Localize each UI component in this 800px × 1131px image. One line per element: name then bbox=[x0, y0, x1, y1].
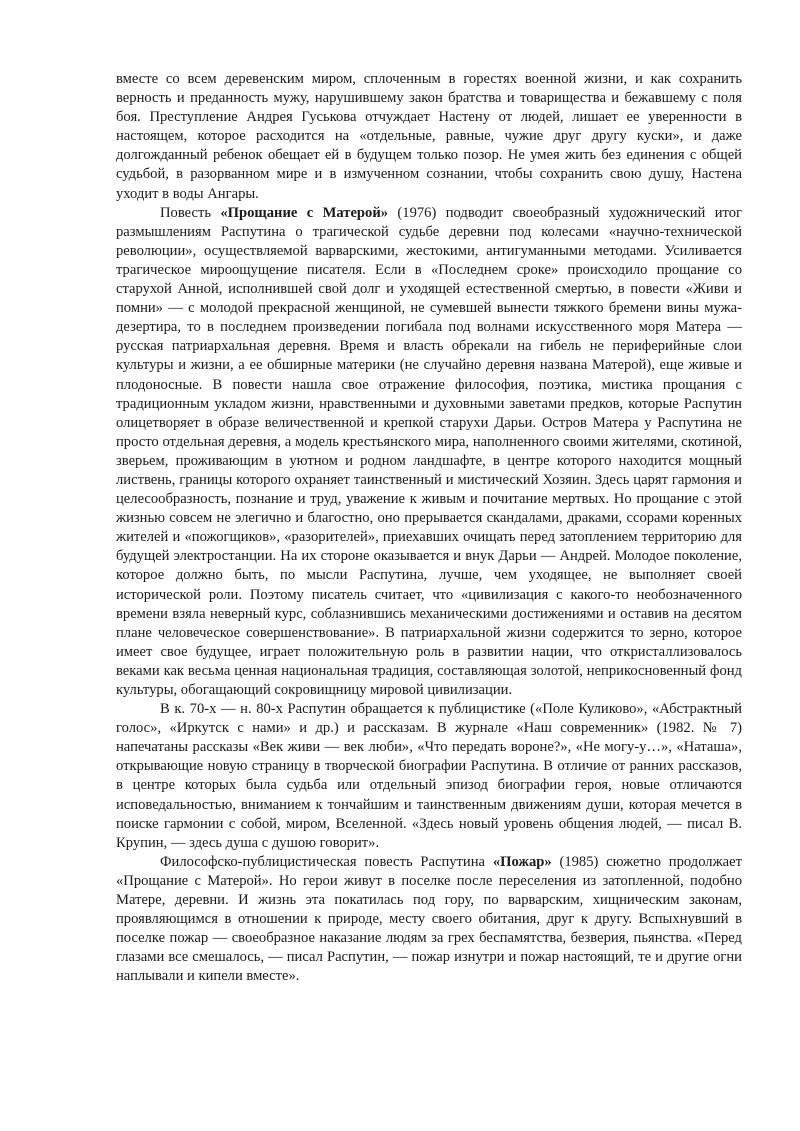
paragraph-3 bbox=[116, 700, 742, 853]
paragraph-1-text: вместе со всем деревенским миром, сплоченным в горестях военной жизни, и как сохранить верность и преданность мужу, нарушившему закон братства и товарищества и бежавшему с поля боя. Преступление Андрея Гуськова отчуждает Настену от людей, лишает ее уверенности в настоящем, которое расходится на «отдельные, равные, чужие друг другу куски», и даже долгожданный ребенок обещает ей в будущем только позор. Не умея жить без единения с общей судьбой, в разорванном мире и в измученном сознании, чтобы сохранить свою душу, Настена уходит в воды Ангары. bbox=[116, 71, 742, 202]
paragraph-1 bbox=[116, 70, 742, 204]
paragraph-4 bbox=[116, 853, 742, 987]
paragraph-4-text-a: Философско-публицистическая повесть Распутина bbox=[160, 853, 493, 870]
title-pozhar: «Пожар» bbox=[492, 853, 552, 870]
paragraph-2-text-b: (1976) подводит своеобразный художнический итог размышлениям Распутина о трагической судьбе деревни под колесами «научно-технической революции», осуществляемой варварскими, жестокими, антигуманными методами. Усиливается трагическое мироощущение писателя. Если в «Последнем сроке» происходило прощание со старухой Анной, исполнившей свой долг и уходящей естественной смертью, в повести «Живи и помни» — с молодой прекрасной женщиной, не сумевшей вынести тяжкого бремени вины мужа-дезертира, то в последнем произведении погибала под волнами искусственного моря Матера — русская патриархальная деревня. Время и власть обрекали на гибель не периферийные слои культуры и жизни, а ее обширные материки (не случайно деревня названа Матерой), еще живые и плодоносные. В повести нашла свое отражение философия, поэтика, мистика прощания с традиционным укладом жизни, нравственными и духовными заветами предков, которые Распутин олицетворяет в образе величественной и крепкой старухи Дарьи. Остров Матера у Распутина не просто отдельная деревня, а модель крестьянского мира, наполненного своими жителями, скотиной, зверьем, проживающим в уютном и родном ландшафте, в центре которого находится мощный листвень, границы которого охраняет таинственный и мистический Хозяин. Здесь царят гармония и целесообразность, познание и труд, уважение к живым и почитание мертвых. Но прощание с этой жизнью совсем не элегично и благостно, оно прерывается скандалами, драками, ссорами коренных жителей и «пожогщиков», «разорителей», приехавших очищать перед затоплением территорию для будущей электростанции. На их стороне оказывается и внук Дарьи — Андрей. Молодое поколение, которое должно быть, по мысли Распутина, лучше, чем уходящее, не выполняет своей исторической роли. Поэтому писатель считает, что «цивилизация с какого-то необозначенного времени взяла неверный курс, соблазнившись механическими достижениями и оставив на десятом плане человеческое совершенствование». В патриархальной жизни содержится то зерно, которое имеет свое будущее, играет положительную роль в развитии нации, что откристаллизовалось веками как весьма ценная национальная традиция, составляющая золотой, неприкосновенный фонд культуры, обогащающий сокровищницу мировой цивилизации. bbox=[116, 204, 742, 698]
paragraph-2-text-a: Повесть bbox=[160, 204, 221, 221]
paragraph-2 bbox=[116, 204, 742, 700]
paragraph-4-text-b: (1985) сюжетно продолжает «Прощание с Матерой». Но герои живут в поселке после переселения из затопленной, подобно Матере, деревни. И жизнь эта покатилась под гору, по варварским, хищническим законам, проявляющимся в отношении к природе, месту своего обитания, друг к другу. Вспыхнувший в поселке пожар — своеобразное наказание людям за грех беспамятства, безверия, пьянства. «Перед глазами все смешалось, — писал Распутин, — пожар изнутри и пожар настоящий, те и другие огни наплывали и кипели вместе». bbox=[116, 853, 742, 985]
title-proshchanie-s-materoy: «Прощание с Матерой» bbox=[220, 204, 389, 221]
paragraph-3-text: В к. 70-х — н. 80-х Распутин обращается к публицистике («Поле Куликово», «Абстрактный голос», «Иркутск с нами» и др.) и рассказам. В журнале «Наш современник» (1982. № 7) напечатаны рассказы «Век живи — век люби», «Что передать вороне?», «Не могу-у…», «Наташа», открывающие новую страницу в творческой биографии Распутина. В отличие от ранних рассказов, в центре которых была судьба или отдельный эпизод биографии героя, новые отличаются исповедальностью, вниманием к тончайшим и таинственным движениям души, которая мечется в поиске гармонии с собой, миром, Вселенной. «Здесь новый уровень общения людей, — писал В. Крупин, — здесь душа с душою говорит». bbox=[116, 701, 742, 851]
document-page bbox=[116, 70, 742, 987]
